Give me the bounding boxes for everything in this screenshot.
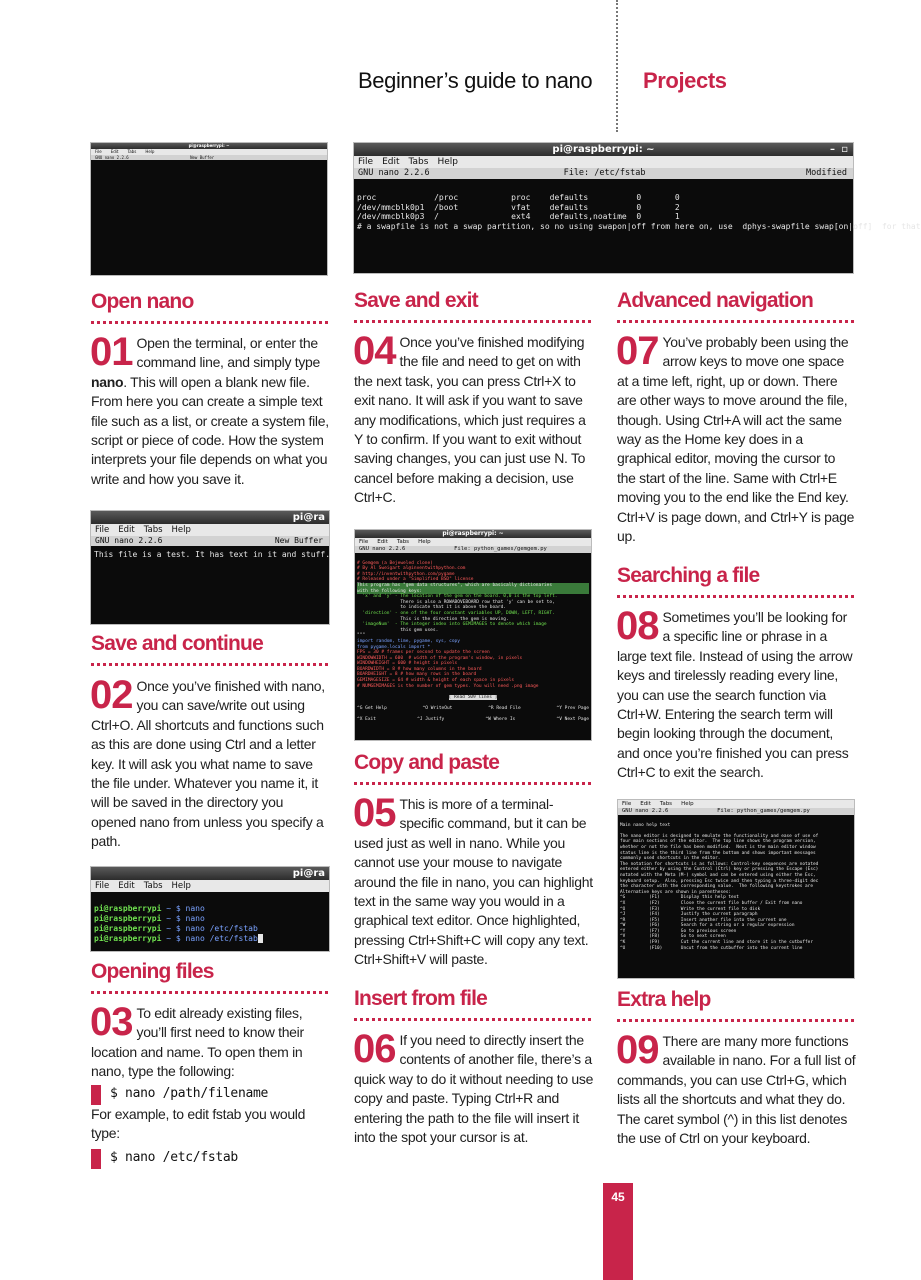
help-line: ^K (F9) Cut the current line and store it in the cutbuffer <box>620 940 813 946</box>
nano-modified-flag: Modified <box>806 168 847 178</box>
header-divider <box>616 0 618 132</box>
terminal-line <box>94 934 326 944</box>
heading-copy-and-paste: Copy and paste <box>354 751 500 774</box>
step-number: 05 <box>353 791 396 835</box>
section-05-body <box>353 791 594 970</box>
heading-advanced-navigation: Advanced navigation <box>617 289 814 312</box>
code-line: There is also a ROWABOVEBOARD row that 'y' can be set to, <box>357 599 555 605</box>
menu-help[interactable]: Help <box>437 157 458 167</box>
fstab-line: # a swapfile is not a swap partition, so no using swapon|off from here on, use dphys-swapfile swap[on|off] for that <box>357 222 921 232</box>
window-titlebar: pi@raspberrypi: ~ <box>91 143 327 149</box>
help-line: ^X (F2) Close the current file buffer / Exit from nano <box>620 900 803 906</box>
code-line: This is the direction the gem is moving. <box>357 616 509 622</box>
shortcut-row <box>357 706 589 712</box>
heading-divider <box>91 663 328 666</box>
section-02-text: Once you’ve finished with nano, you can save/write out using Ctrl+O. All shortcuts and functions such as this are done using Ctrl and a letter key. It will ask you what name to save the file under. Whatever you name it, it will be saved in the directory you opened nano from unless you specify a path. <box>91 678 325 850</box>
menu-file[interactable]: File <box>95 881 110 891</box>
section-08-body <box>616 604 857 783</box>
status-line-wrap <box>357 695 589 701</box>
nano-statusbar <box>91 155 327 160</box>
heading-extra-help: Extra help <box>617 988 711 1011</box>
shortcut-row <box>357 717 589 723</box>
code-line: BOARDWIDTH = 8 # how many columns in the board <box>357 666 482 672</box>
code-line: # Released under a "Simplified BSD" license <box>357 577 474 583</box>
menu-file[interactable]: File <box>622 801 632 807</box>
menu-tabs[interactable]: Tabs <box>127 149 137 154</box>
help-line: status line is the third line from the bottom and shows important messages <box>620 850 816 856</box>
screenshot-terminal-prompts <box>90 866 330 952</box>
help-line: ^U (F10) Uncut from the cutbuffer into the current line <box>620 945 803 951</box>
code-line: import random, time, pygame, sys, copy <box>357 638 460 644</box>
shell-prompt: pi@raspberrypi <box>94 934 162 943</box>
section-06-body <box>353 1027 594 1147</box>
step-number: 06 <box>353 1027 396 1071</box>
menu-help[interactable]: Help <box>418 539 431 545</box>
window-menubar <box>355 538 591 546</box>
code-line: 'direction' - one of the four constant variables UP, DOWN, LEFT, RIGHT. <box>357 610 555 616</box>
menu-edit[interactable]: Edit <box>640 801 651 807</box>
heading-divider <box>617 320 854 323</box>
heading-divider <box>354 1018 591 1021</box>
help-line: ^J (F4) Justify the current paragraph <box>620 912 758 918</box>
section-02-body <box>90 673 331 852</box>
code-line: WINDOWWIDTH = 600 # width of the program's window, in pixels <box>357 655 523 661</box>
shell-command: ~ $ nano <box>161 914 205 923</box>
code-line-highlighted: This program has "gem data structures", which are basically dictionaries <box>357 583 589 589</box>
section-03-text: To edit already existing files, you’ll first need to know their location and name. To open them in nano, type the following: <box>91 1005 304 1080</box>
heading-open-nano: Open nano <box>91 290 194 313</box>
help-line: ^O (F3) Write the current file to disk <box>620 906 761 912</box>
window-title: pi@raspberrypi: ~ <box>552 144 655 155</box>
window-titlebar: pi@ra <box>91 867 329 880</box>
help-line: entered either by using the Control (Ctrl) key or pressing the Escape (Esc) <box>620 867 819 873</box>
page-number: 45 <box>603 1183 633 1280</box>
screenshot-gemgem <box>354 529 592 741</box>
shortcut-writeout: ^O WriteOut <box>422 706 453 712</box>
menu-file[interactable]: File <box>358 157 374 167</box>
section-03-text-2: For example, to edit fstab you would type: <box>91 1105 306 1142</box>
menu-help[interactable]: Help <box>681 801 694 807</box>
shortcut-get-help: ^G Get Help <box>357 706 387 712</box>
menu-edit[interactable]: Edit <box>118 881 135 891</box>
shortcut-exit: ^X Exit <box>357 717 376 723</box>
heading-divider <box>354 320 591 323</box>
shell-prompt: pi@raspberrypi <box>94 914 162 923</box>
nano-statusbar <box>355 546 591 553</box>
screenshot-help-text <box>617 799 855 979</box>
shell-command: ~ $ nano /etc/fstab <box>161 924 258 933</box>
step-number: 07 <box>616 329 659 373</box>
menu-edit[interactable]: Edit <box>118 525 135 535</box>
step-number: 02 <box>90 673 133 717</box>
shell-command: ~ $ nano <box>161 904 205 913</box>
code-line: to indicate that it is above the board. <box>357 605 507 611</box>
nano-statusbar <box>618 808 854 815</box>
code-line: from pygame.locals import * <box>357 644 431 650</box>
menu-tabs[interactable]: Tabs <box>143 525 163 535</box>
heading-searching-a-file: Searching a file <box>617 564 760 587</box>
help-heading: Main nano help text <box>620 822 671 828</box>
terminal-output <box>91 892 329 966</box>
fstab-line: /dev/mmcblk0p3 / ext4 defaults,noatime 0 1 <box>357 212 680 222</box>
window-titlebar <box>354 143 853 156</box>
code-open-fstab: $ nano /etc/fstab <box>91 1147 331 1169</box>
step-number: 01 <box>90 330 133 374</box>
window-titlebar: pi@ra <box>91 511 329 524</box>
code-line: FPS = 30 # frames per second to update the screen <box>357 650 490 656</box>
heading-divider <box>617 1019 854 1022</box>
section-08-text: Sometimes you’ll be looking for a specific line or phrase in a large text file. Instead of using the arrow keys and tirelessly reading every line, you can use the search function via Ctrl+W. Entering the search term will begin looking through the document, and once you’re finished you can press Ctrl+C to exit the search. <box>617 609 853 781</box>
nano-version: GNU nano 2.2.6 <box>359 546 406 552</box>
window-menubar <box>91 524 329 536</box>
help-line: ^Y (F7) Go to previous screen <box>620 928 737 934</box>
window-titlebar: pi@raspberrypi: ~ <box>355 530 591 538</box>
code-line-highlighted: with the following keys: <box>357 589 589 595</box>
nano-buffer-state: New Buffer <box>274 536 323 545</box>
fstab-content <box>354 179 921 254</box>
screenshot-blank-nano <box>90 142 328 276</box>
step-number: 04 <box>353 329 396 373</box>
code-line: BOARDHEIGHT = 8 # how many rows in the board <box>357 672 477 678</box>
help-line: the character with the corresponding value. The following keystrokes are <box>620 884 813 890</box>
step-number: 09 <box>616 1028 659 1072</box>
code-line: 'x' and 'y' - The location of the gem on the board. 0,0 is the top left. <box>357 594 558 600</box>
shell-command: ~ $ nano /etc/fstab <box>161 934 258 943</box>
heading-save-and-exit: Save and exit <box>354 289 478 312</box>
menu-help[interactable]: Help <box>145 149 155 154</box>
fstab-line: /dev/mmcblk0p1 /boot vfat defaults 0 2 <box>357 202 680 212</box>
section-09-body <box>616 1028 857 1148</box>
nano-version: GNU nano 2.2.6 <box>95 155 129 160</box>
section-01-body <box>90 330 331 489</box>
section-07-text: You’ve probably been using the arrow keys to move one space at a time left, right, up or down. There are other ways to move around the file, though. Using Ctrl+A will act the same way as the Home key does in a graphical editor, moving the cursor to the start of the line. Same with Ctrl+E moving you to the end like the End key. Ctrl+V is page down, and Ctrl+Y is page up. <box>617 334 855 545</box>
nano-statusbar <box>354 168 853 179</box>
section-05-text: This is more of a terminal-specific command, but it can be used just as well in nano. While you cannot use your mouse to navigate around the file in nano, you can highlight text in the same way you would in a graphical text editor. Once highlighted, pressing Ctrl+Shift+C will copy any text. Ctrl+Shift+V will paste. <box>354 796 593 968</box>
window-menubar <box>91 880 329 892</box>
heading-divider <box>91 991 328 994</box>
page-header-title: Beginner’s guide to nano <box>358 68 593 93</box>
section-03-body <box>90 1000 331 1169</box>
read-lines-status: [ Read 509 lines ] <box>448 694 498 700</box>
code-line: WINDOWHEIGHT = 600 # height in pixels <box>357 661 458 667</box>
section-01-text: Open the terminal, or enter the command line, and simply type <box>136 335 320 371</box>
menu-tabs[interactable]: Tabs <box>659 801 673 807</box>
buffer-text: This file is a test. It has text in it and stuff. <box>94 550 331 559</box>
menu-tabs[interactable]: Tabs <box>408 157 429 167</box>
help-line: ^G (F1) Display this help text <box>620 895 739 901</box>
step-number: 08 <box>616 604 659 648</box>
shell-prompt: pi@raspberrypi <box>94 924 162 933</box>
help-line: keyboard setup. Also, pressing Esc twice and then typing a three-digit dec <box>620 878 819 884</box>
help-line: four main sections of the editor. The top line shows the program version, <box>620 839 816 845</box>
section-04-body <box>353 329 594 508</box>
heading-insert-from-file: Insert from file <box>354 987 488 1010</box>
minimize-icon[interactable]: – <box>830 144 835 155</box>
nano-version: GNU nano 2.2.6 <box>622 808 669 814</box>
section-06-text: If you need to directly insert the contents of another file, there’s a quick way to do it without needing to use copy and paste. Typing Ctrl+R and entering the path to the file will insert it into the spot your cursor is at. <box>354 1032 594 1146</box>
nano-version: GNU nano 2.2.6 <box>358 168 430 178</box>
window-menubar <box>618 800 854 808</box>
heading-divider <box>354 782 591 785</box>
help-line: Alternative keys are shown in parentheses: <box>620 889 732 895</box>
menu-edit[interactable]: Edit <box>110 149 119 154</box>
menu-edit[interactable]: Edit <box>377 539 388 545</box>
help-content <box>618 815 854 964</box>
fstab-line: proc /proc proc defaults 0 0 <box>357 192 680 202</box>
page-header-section: Projects <box>643 68 727 93</box>
help-line: notated with the Meta (M-) symbol and can be entered using either the Esc, <box>620 872 816 878</box>
window-menubar <box>354 156 853 168</box>
menu-tabs[interactable]: Tabs <box>143 881 163 891</box>
menu-help[interactable]: Help <box>171 881 191 891</box>
terminal-line <box>94 904 326 914</box>
code-line: # NUMGEMIMAGES is the number of gem types. You will need .png image <box>357 683 539 689</box>
inline-command-nano: nano <box>91 373 124 390</box>
code-line: this gem uses. <box>357 627 439 633</box>
shortcut-prev-page: ^Y Prev Page <box>556 706 589 712</box>
help-line: The notation for shortcuts is as follows: Control-key sequences are notated <box>620 861 819 867</box>
code-line: # http://inventwithpython.com/pygame <box>357 571 455 577</box>
step-number: 03 <box>90 1000 133 1044</box>
section-09-text: There are many more functions available in nano. For a full list of commands, you can use Ctrl+G, which lists all the shortcuts and what they do. The caret symbol (^) in this list denotes the use of Ctrl on your keyboard. <box>617 1033 856 1147</box>
code-line: """ <box>357 633 366 639</box>
code-line: # Gemgem (a Bejeweled clone) <box>357 560 433 566</box>
gemgem-source <box>355 553 591 736</box>
help-line: whether or not the file has been modified. Next is the main editor window <box>620 844 816 850</box>
code-line: GEMIMAGESIZE = 64 # width & height of each space in pixels <box>357 678 515 684</box>
menu-file[interactable]: File <box>359 539 369 545</box>
help-line: commonly used shortcuts in the editor. <box>620 856 721 862</box>
menu-file[interactable]: File <box>95 525 110 535</box>
help-line: The nano editor is designed to emulate the functionality and ease of use of <box>620 833 819 839</box>
heading-divider <box>91 321 328 324</box>
menu-edit[interactable]: Edit <box>382 157 400 167</box>
section-07-body <box>616 329 857 546</box>
help-line: ^W (F6) Search for a string or a regular expression <box>620 923 795 929</box>
nano-filename: File: python_games/gemgem.py <box>717 808 810 814</box>
nano-filename: File: python_games/gemgem.py <box>454 546 547 552</box>
menu-file[interactable]: File <box>95 149 102 154</box>
shortcut-justify: ^J Justify <box>417 717 445 723</box>
nano-statusbar <box>91 536 329 546</box>
terminal-cursor <box>258 934 263 943</box>
shortcut-read-file: ^R Read File <box>488 706 521 712</box>
screenshot-fstab <box>353 142 921 274</box>
code-line: # By Al Sweigart al@inventwithpython.com <box>357 566 466 572</box>
nano-version: GNU nano 2.2.6 <box>95 536 163 545</box>
help-line: ^R (F5) Insert another file into the current one <box>620 917 787 923</box>
nano-filename: File: /etc/fstab <box>563 168 646 178</box>
section-04-text: Once you’ve finished modifying the file and need to get on with the next task, you can press Ctrl+X to exit nano. It will ask if you want to save any modifications, which just requires a Y to confirm. If you want to exit without saving changes, you can just use N. To cancel before making a decision, use Ctrl+C. <box>354 334 586 506</box>
menu-tabs[interactable]: Tabs <box>396 539 410 545</box>
help-line: ^V (F8) Go to next screen <box>620 934 726 940</box>
code-open-path: $ nano /path/filename <box>91 1083 331 1105</box>
maximize-icon[interactable]: ▫ <box>841 144 848 155</box>
terminal-line <box>94 924 326 934</box>
code-line: 'imageNum' - The integer index into GEMIMAGES to denote which image <box>357 622 547 628</box>
shortcut-where-is: ^W Where Is <box>485 717 516 723</box>
nano-buffer-state: New Buffer <box>190 155 215 160</box>
heading-save-and-continue: Save and continue <box>91 632 263 655</box>
section-01-text-2: . This will open a blank new file. From here you can create a simple text file such as a list, or create a system file, script or piece of code. How the system interprets your file depends on what you write and how you save it. <box>91 373 329 487</box>
menu-help[interactable]: Help <box>171 525 191 535</box>
heading-opening-files: Opening files <box>91 960 214 983</box>
heading-divider <box>617 595 854 598</box>
terminal-line <box>94 914 326 924</box>
screenshot-new-buffer <box>90 510 330 625</box>
shell-prompt: pi@raspberrypi <box>94 904 162 913</box>
shortcut-next-page: ^V Next Page <box>556 717 589 723</box>
